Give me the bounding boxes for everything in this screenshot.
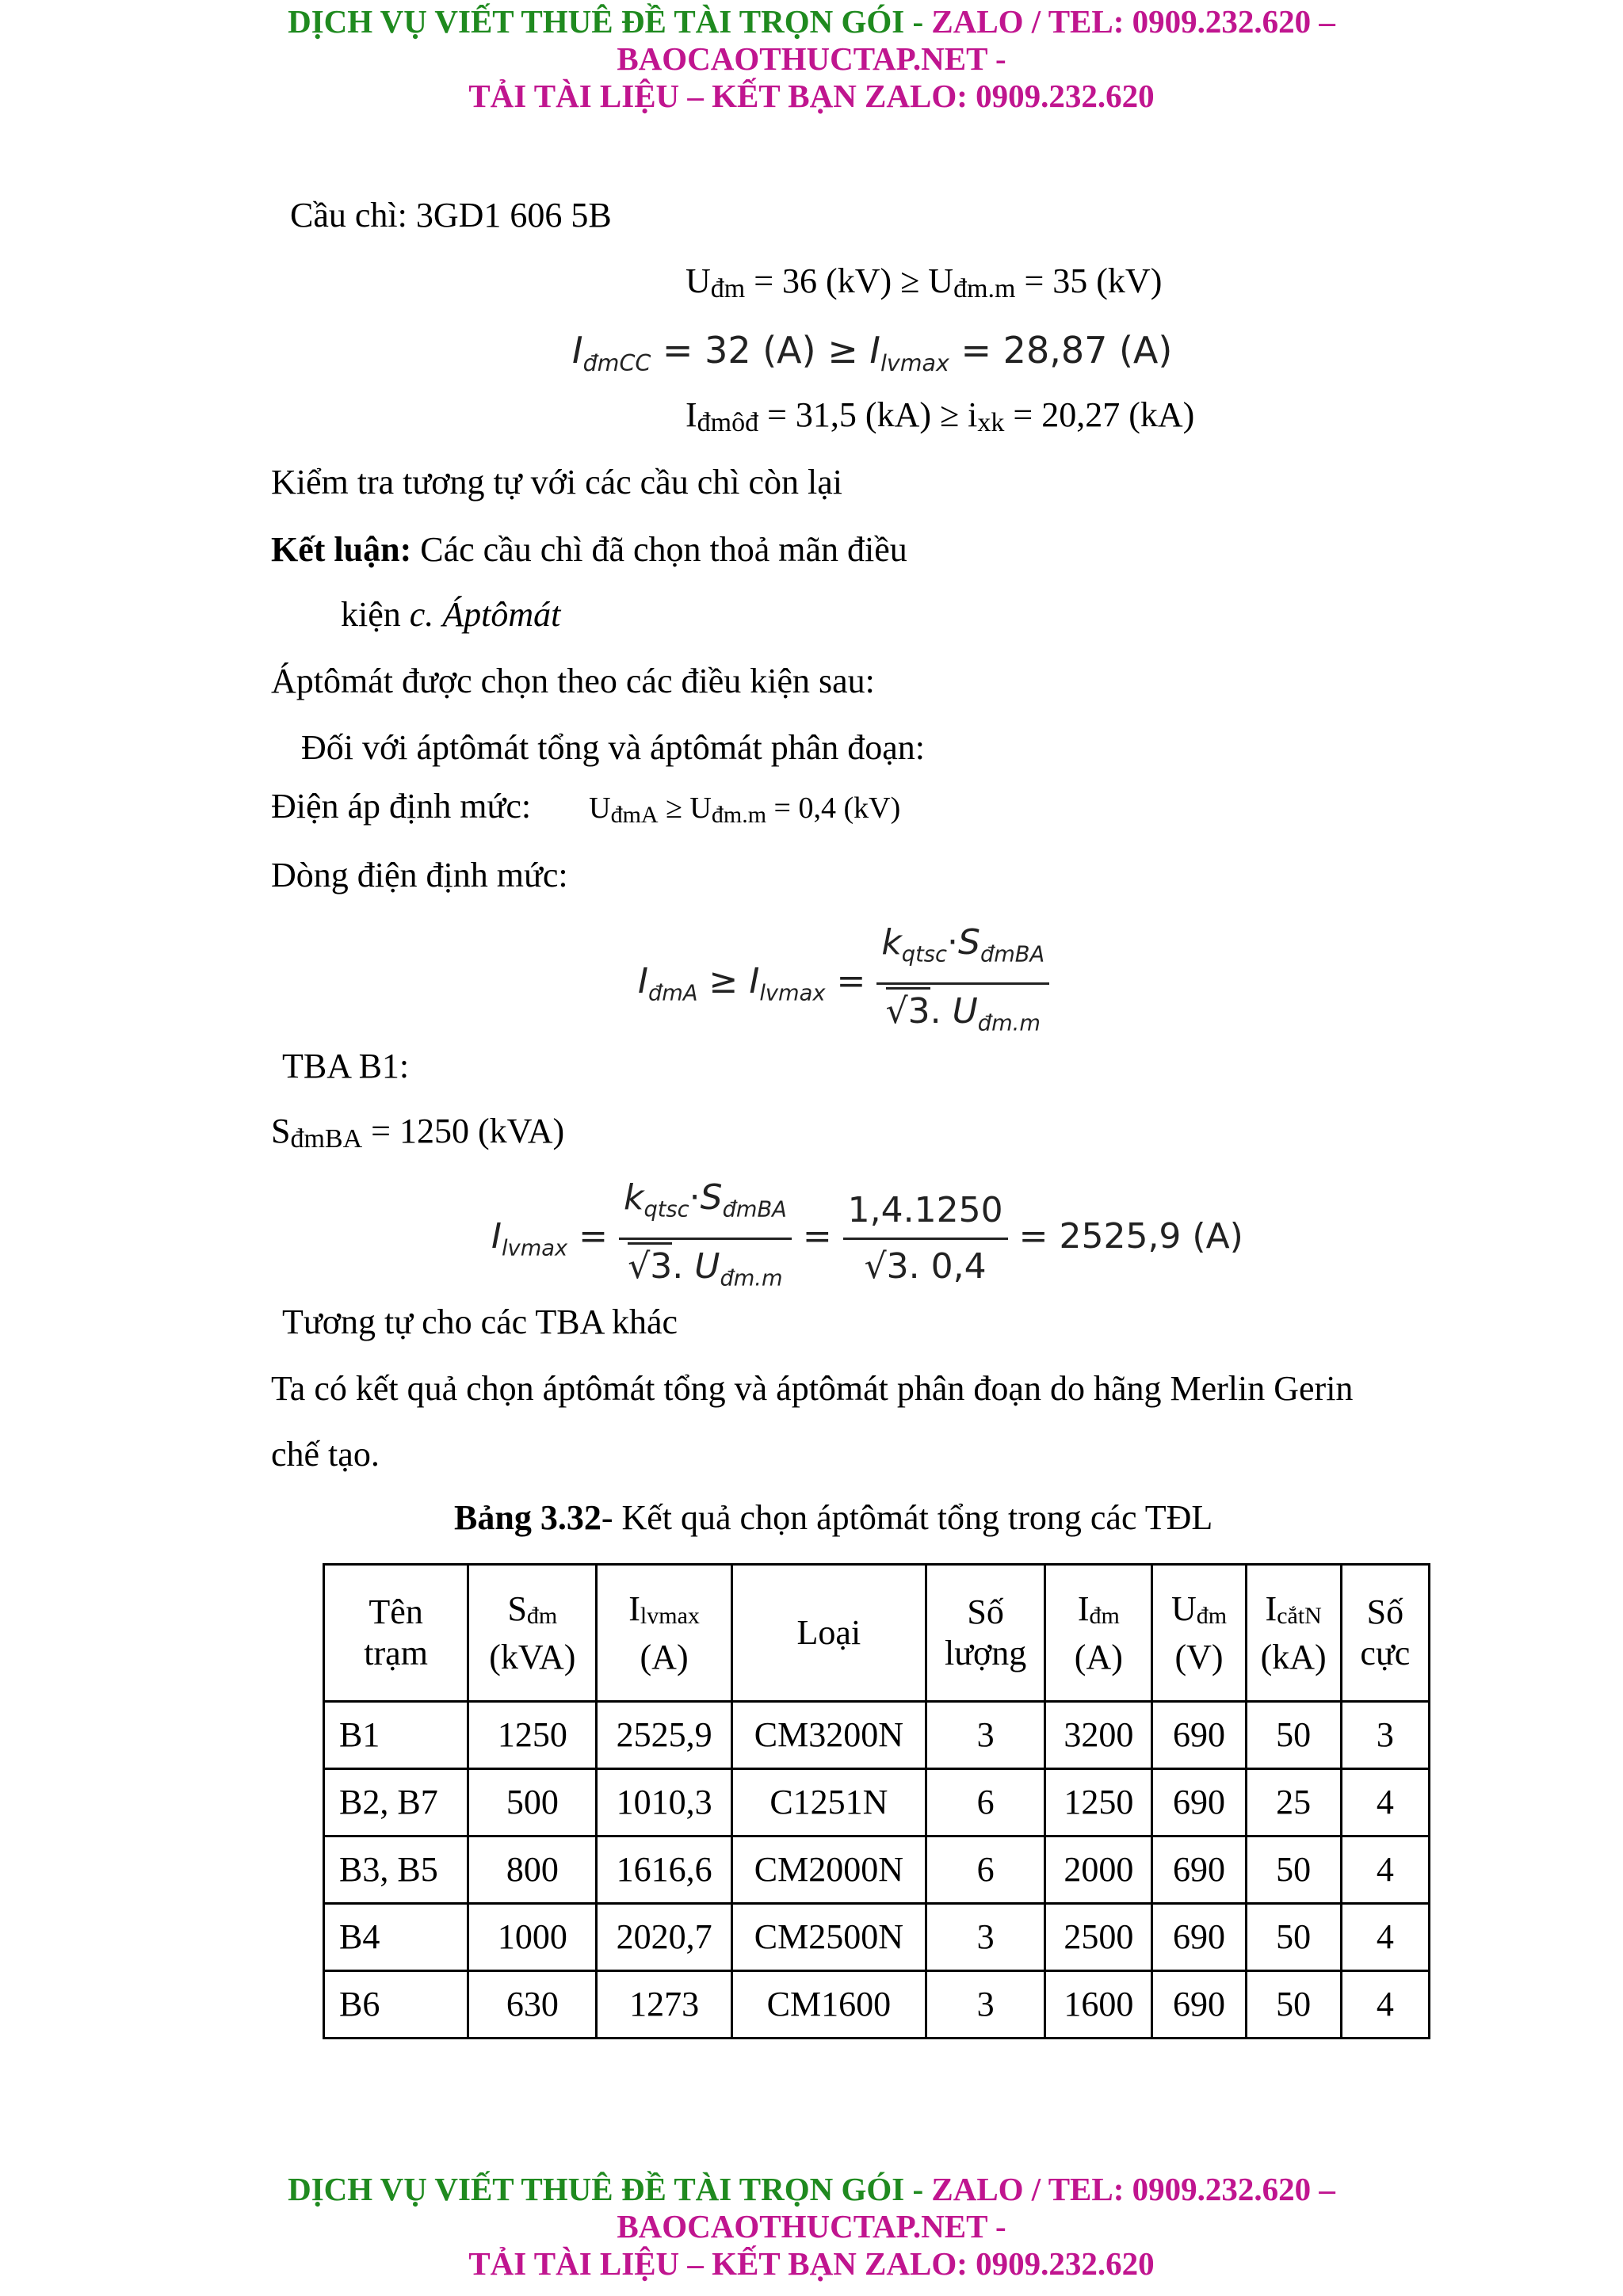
- table-cell: 1616,6: [597, 1836, 731, 1904]
- table-cell: 690: [1152, 1904, 1246, 1971]
- transformer-rated-power: SđmBA = 1250 (kVA): [271, 1112, 565, 1154]
- table-cell: 2525,9: [597, 1702, 731, 1769]
- header-line-3: TẢI TÀI LIỆU – KẾT BẠN ZALO: 0909.232.620: [468, 78, 1155, 114]
- fuse-label: Cầu chì: 3GD1 606 5B: [290, 196, 612, 235]
- table-cell: 1250: [468, 1702, 597, 1769]
- table-cell: 4: [1341, 1836, 1429, 1904]
- table-cell: 1000: [468, 1904, 597, 1971]
- table-cell: 3: [926, 1904, 1045, 1971]
- breaking-current-condition: Iđmôđ = 31,5 (kA) ≥ ixk = 20,27 (kA): [685, 395, 1195, 437]
- working-current-fraction-numeric: $\frac{1,4.1250}{√3. 0,4}$: [843, 1187, 1008, 1291]
- table-cell: 690: [1152, 1971, 1246, 2039]
- result-paragraph-line-2: chế tạo.: [271, 1435, 380, 1474]
- table-row: [324, 1971, 1430, 2039]
- table-cell: 50: [1246, 1836, 1341, 1904]
- table-cell: 3200: [1045, 1702, 1152, 1769]
- footer-line-2: BAOCAOTHUCTAP.NET -: [617, 2208, 1006, 2245]
- result-paragraph-line-1: Ta có kết quả chọn áptômát tổng và áptômát phân đoạn do hãng Merlin Gerin: [271, 1369, 1354, 1408]
- results-table: [323, 1563, 1430, 2039]
- header-i-dm: Iđm (A): [1045, 1565, 1152, 1702]
- table-cell: B2, B7: [324, 1769, 468, 1836]
- table-cell: 4: [1341, 1769, 1429, 1836]
- header-i-catn: IcắtN (kA): [1246, 1565, 1341, 1702]
- table-cell: 4: [1341, 1971, 1429, 2039]
- header-ten-tram: Tên trạm: [324, 1565, 468, 1702]
- table-cell: 1010,3: [597, 1769, 731, 1836]
- working-current-equation: $I_{lvmax}$ = $\frac{k_{qtsc}\cdot S_{đmBA}}{√3. U_{đm.m}}$ = $\frac{1,4.1250}{√3. 0,4}$ = 2525,9 (A): [491, 1174, 1243, 1302]
- table-cell: B6: [324, 1971, 468, 2039]
- rated-current-equation: $I_{đmA} \ge I_{lvmax}$ = $\frac{k_{qtsc}\cdot S_{đmBA}}{√3. U_{đm.m}}$: [638, 919, 1049, 1047]
- table-cell: 800: [468, 1836, 597, 1904]
- table-cell: 690: [1152, 1702, 1246, 1769]
- table-cell: CM1600: [731, 1971, 926, 2039]
- table-cell: 690: [1152, 1769, 1246, 1836]
- conclusion-paragraph: Kết luận: Các cầu chì đã chọn thoả mãn điều: [271, 530, 907, 569]
- table-cell: 2500: [1045, 1904, 1152, 1971]
- page-header: [0, 3, 1623, 115]
- table-cell: 2000: [1045, 1836, 1152, 1904]
- table-cell: 6: [926, 1836, 1045, 1904]
- table-cell: 3: [926, 1702, 1045, 1769]
- header-line-2: BAOCAOTHUCTAP.NET -: [617, 40, 1006, 77]
- table-cell: B1: [324, 1702, 468, 1769]
- header-i-lvmax: Ilvmax (A): [597, 1565, 731, 1702]
- header-so-luong: Số lượng: [926, 1565, 1045, 1702]
- table-cell: 25: [1246, 1769, 1341, 1836]
- table-row: [324, 1702, 1430, 1769]
- working-current-fraction-symbolic: $\frac{k_{qtsc}\cdot S_{đmBA}}{√3. U_{đm.m}}$: [619, 1174, 792, 1302]
- header-u-dm: Uđm (V): [1152, 1565, 1246, 1702]
- header-so-cuc: Số cực: [1341, 1565, 1429, 1702]
- current-condition-equation: $I_{đmCC} = 32$ $(A) \ge I_{lvmax} = 28,87$ (A): [572, 329, 1173, 376]
- table-cell: C1251N: [731, 1769, 926, 1836]
- table-cell: 4: [1341, 1904, 1429, 1971]
- table-cell: CM3200N: [731, 1702, 926, 1769]
- footer-line-1: DỊCH VỤ VIẾT THUÊ ĐỀ TÀI TRỌN GÓI - ZALO / TEL: 0909.232.620 –: [288, 2171, 1335, 2207]
- table-header-row: [324, 1565, 1430, 1702]
- table-cell: 50: [1246, 1971, 1341, 2039]
- table-cell: 50: [1246, 1702, 1341, 1769]
- table-cell: 1273: [597, 1971, 731, 2039]
- similar-tba-text: Tương tự cho các TBA khác: [282, 1302, 678, 1341]
- header-s-dm: Sđm (kVA): [468, 1565, 597, 1702]
- section-heading-aptomat: c. Áptômát: [409, 595, 561, 634]
- voltage-condition: Uđm = 36 (kV) ≥ Uđm.m = 35 (kV): [685, 261, 1163, 303]
- table-cell: 500: [468, 1769, 597, 1836]
- table-row: [324, 1904, 1430, 1971]
- footer-line-3: TẢI TÀI LIỆU – KẾT BẠN ZALO: 0909.232.620: [468, 2245, 1155, 2282]
- check-remaining-text: Kiểm tra tương tự với các cầu chì còn lại: [271, 463, 842, 502]
- table-cell: B3, B5: [324, 1836, 468, 1904]
- table-row: [324, 1769, 1430, 1836]
- table-cell: 1600: [1045, 1971, 1152, 2039]
- table-cell: CM2000N: [731, 1836, 926, 1904]
- table-cell: 3: [1341, 1702, 1429, 1769]
- table-cell: 690: [1152, 1836, 1246, 1904]
- selection-intro: Áptômát được chọn theo các điều kiện sau:: [271, 662, 875, 700]
- table-cell: 630: [468, 1971, 597, 2039]
- rated-current-fraction: $\frac{k_{qtsc}\cdot S_{đmBA}}{√3. U_{đm.m}}$: [876, 919, 1049, 1047]
- table-cell: 2020,7: [597, 1904, 731, 1971]
- tba-b1-label: TBA B1:: [282, 1047, 410, 1085]
- conclusion-continuation: kiện c. Áptômát: [341, 595, 561, 634]
- page-footer: [0, 2171, 1623, 2283]
- table-cell: 6: [926, 1769, 1045, 1836]
- table-cell: 3: [926, 1971, 1045, 2039]
- breakers-intro: Đối với áptômát tổng và áptômát phân đoạn:: [301, 728, 925, 767]
- header-loai: Loại: [731, 1565, 926, 1702]
- table-caption: Bảng 3.32- Kết quả chọn áptômát tổng trong các TĐL: [454, 1498, 1213, 1537]
- table-cell: CM2500N: [731, 1904, 926, 1971]
- header-line-1: DỊCH VỤ VIẾT THUÊ ĐỀ TÀI TRỌN GÓI - ZALO / TEL: 0909.232.620 –: [288, 3, 1335, 40]
- table-cell: B4: [324, 1904, 468, 1971]
- rated-current-label: Dòng điện định mức:: [271, 856, 568, 894]
- table-cell: 50: [1246, 1904, 1341, 1971]
- table-cell: 1250: [1045, 1769, 1152, 1836]
- table-row: [324, 1836, 1430, 1904]
- rated-voltage-line: Điện áp định mức: UđmA ≥ Uđm.m = 0,4 (kV): [271, 787, 901, 828]
